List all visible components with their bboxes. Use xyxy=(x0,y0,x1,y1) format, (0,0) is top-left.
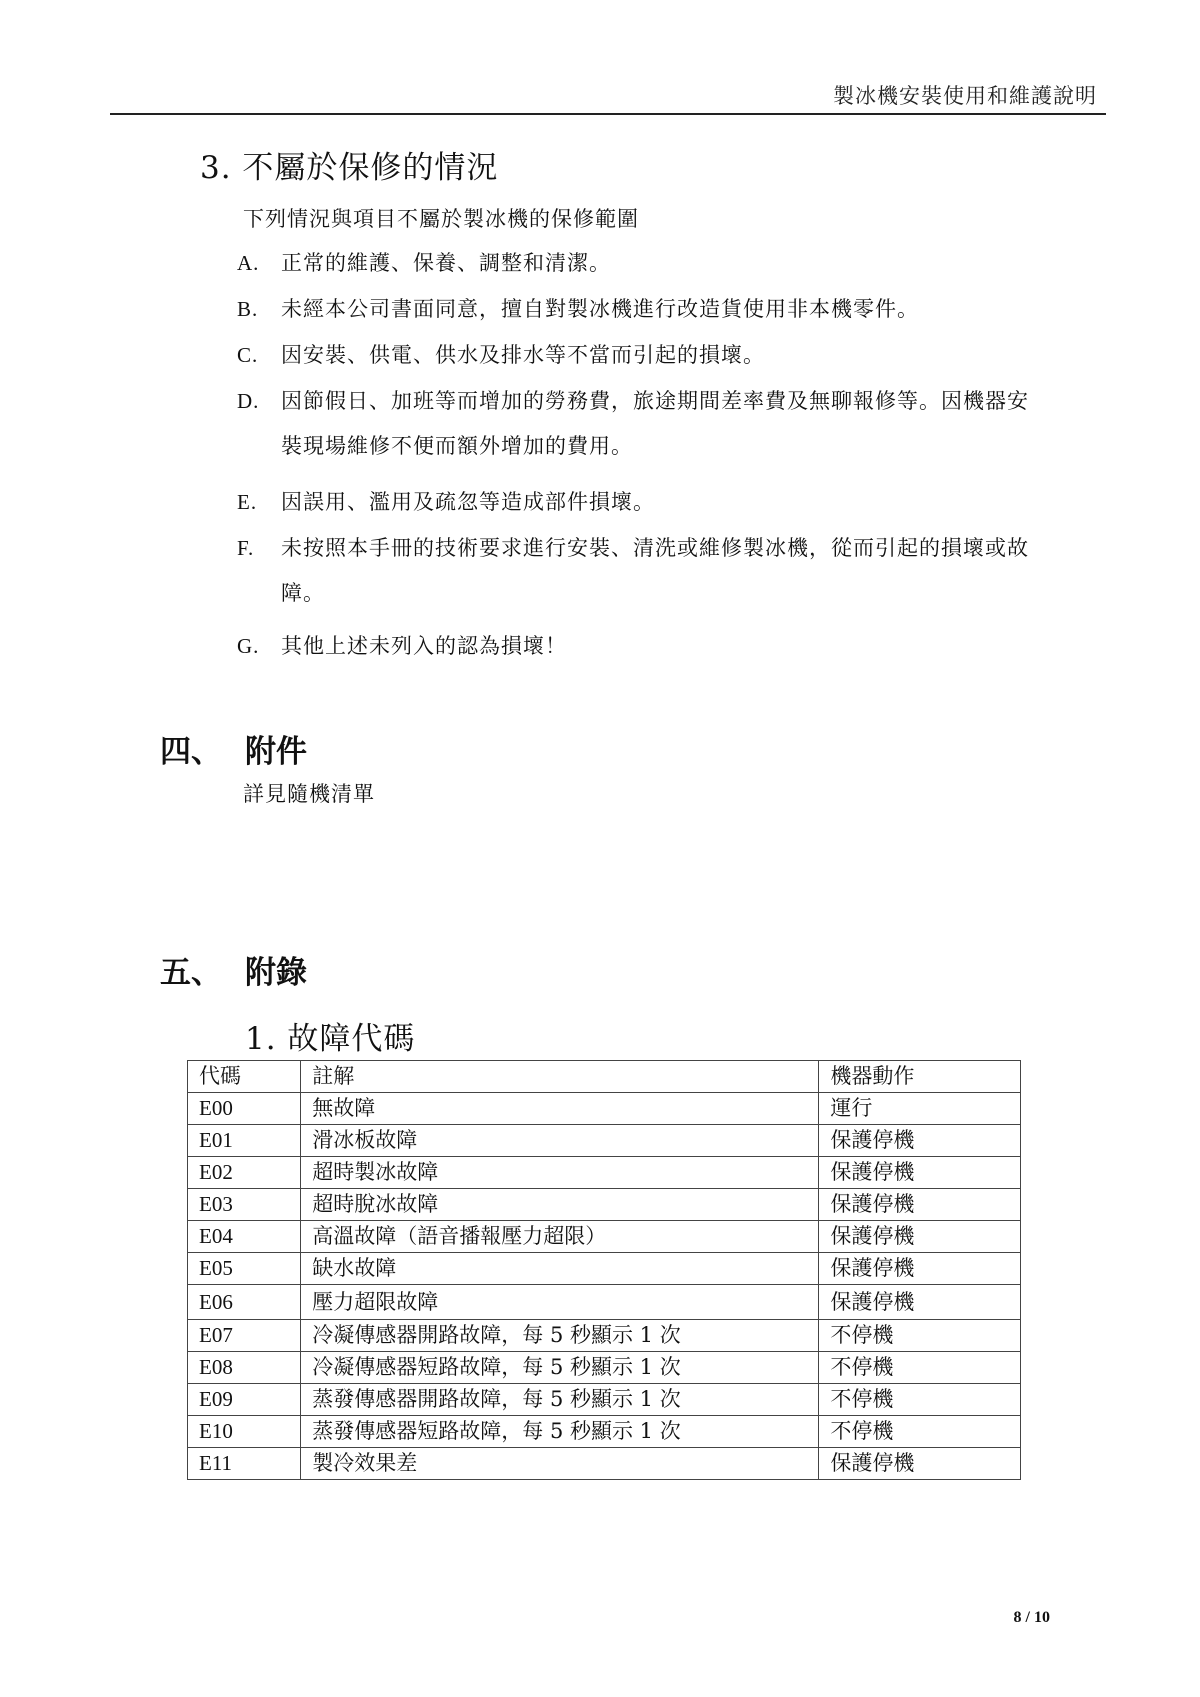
list-item-letter: C. xyxy=(237,343,259,367)
list-item-text: 因安裝、供電、供水及排水等不當而引起的損壞。 xyxy=(281,343,765,367)
column-header: 代碼 xyxy=(188,1061,301,1093)
fault-code-cell: E01 xyxy=(188,1125,301,1157)
machine-action-cell: 不停機 xyxy=(819,1352,1021,1384)
section-4-title: 附件 xyxy=(245,734,307,770)
fault-code-cell: E11 xyxy=(188,1448,301,1480)
fault-codes-heading: 1. 故障代碼 xyxy=(245,1021,416,1057)
list-item-text: 因誤用、濫用及疏忽等造成部件損壞。 xyxy=(281,490,655,514)
table-row xyxy=(188,1125,1021,1157)
column-header: 註解 xyxy=(301,1061,819,1093)
fault-code-table xyxy=(187,1060,1021,1480)
machine-action-cell: 保護停機 xyxy=(819,1125,1021,1157)
list-item-letter: D. xyxy=(237,389,260,413)
section-4-text: 詳見隨機清單 xyxy=(243,782,375,806)
machine-action-cell: 不停機 xyxy=(819,1384,1021,1416)
section-5-heading xyxy=(160,947,307,992)
fault-description-cell: 壓力超限故障 xyxy=(301,1285,819,1320)
table-row xyxy=(188,1221,1021,1253)
list-item-text: 正常的維護、保養、調整和清潔。 xyxy=(281,251,611,275)
list-item-letter: G. xyxy=(237,634,260,658)
table-row xyxy=(188,1285,1021,1320)
list-item xyxy=(237,287,1067,332)
list-item-letter: A. xyxy=(237,251,260,275)
list-item xyxy=(237,241,1067,286)
section-5-number: 五、 xyxy=(160,955,222,991)
table-row xyxy=(188,1416,1021,1448)
fault-code-cell: E06 xyxy=(188,1285,301,1320)
machine-action-cell: 保護停機 xyxy=(819,1285,1021,1320)
table-row xyxy=(188,1352,1021,1384)
header-divider xyxy=(110,113,1106,115)
list-item-letter: E. xyxy=(237,490,258,514)
fault-code-cell: E09 xyxy=(188,1384,301,1416)
list-item xyxy=(237,526,1049,616)
column-header: 機器動作 xyxy=(819,1061,1021,1093)
list-item-letter: B. xyxy=(237,297,259,321)
list-item xyxy=(237,480,1067,525)
fault-description-cell: 蒸發傳感器短路故障，每 5 秒顯示 1 次 xyxy=(301,1416,819,1448)
table-row xyxy=(188,1448,1021,1480)
fault-code-cell: E05 xyxy=(188,1253,301,1285)
table-row xyxy=(188,1157,1021,1189)
fault-code-cell: E03 xyxy=(188,1189,301,1221)
fault-description-cell: 滑冰板故障 xyxy=(301,1125,819,1157)
fault-description-cell: 超時脫冰故障 xyxy=(301,1189,819,1221)
machine-action-cell: 保護停機 xyxy=(819,1189,1021,1221)
fault-code-cell: E02 xyxy=(188,1157,301,1189)
section-4-heading xyxy=(160,726,307,771)
machine-action-cell: 運行 xyxy=(819,1093,1021,1125)
fault-code-cell: E04 xyxy=(188,1221,301,1253)
machine-action-cell: 不停機 xyxy=(819,1320,1021,1352)
machine-action-cell: 保護停機 xyxy=(819,1448,1021,1480)
page-header-title: 製冰機安裝使用和維護說明 xyxy=(833,84,1097,108)
fault-description-cell: 冷凝傳感器短路故障，每 5 秒顯示 1 次 xyxy=(301,1352,819,1384)
section-4-number: 四、 xyxy=(160,734,222,770)
section-3-title: 3. 不屬於保修的情況 xyxy=(200,150,499,186)
table-row xyxy=(188,1093,1021,1125)
list-item xyxy=(237,333,1067,378)
fault-description-cell: 高溫故障（語音播報壓力超限） xyxy=(301,1221,819,1253)
list-item-text: 其他上述未列入的認為損壞！ xyxy=(281,634,567,658)
section-3-intro: 下列情況與項目不屬於製冰機的保修範圍 xyxy=(243,207,639,231)
table-row xyxy=(188,1253,1021,1285)
fault-description-cell: 缺水故障 xyxy=(301,1253,819,1285)
list-item-text: 未按照本手冊的技術要求進行安裝、清洗或維修製冰機，從而引起的損壞或故障。 xyxy=(281,536,1029,605)
list-item xyxy=(237,624,1067,669)
table-row xyxy=(188,1320,1021,1352)
table-header-row xyxy=(188,1061,1021,1093)
machine-action-cell: 保護停機 xyxy=(819,1221,1021,1253)
fault-code-cell: E08 xyxy=(188,1352,301,1384)
section-5-title: 附錄 xyxy=(245,955,307,991)
machine-action-cell: 保護停機 xyxy=(819,1157,1021,1189)
page-number: 8 / 10 xyxy=(1013,1609,1050,1626)
table-row xyxy=(188,1189,1021,1221)
table-row xyxy=(188,1384,1021,1416)
fault-description-cell: 冷凝傳感器開路故障，每 5 秒顯示 1 次 xyxy=(301,1320,819,1352)
fault-code-cell: E10 xyxy=(188,1416,301,1448)
list-item-text: 未經本公司書面同意，擅自對製冰機進行改造貨使用非本機零件。 xyxy=(281,297,919,321)
fault-description-cell: 蒸發傳感器開路故障，每 5 秒顯示 1 次 xyxy=(301,1384,819,1416)
fault-description-cell: 無故障 xyxy=(301,1093,819,1125)
fault-description-cell: 製冷效果差 xyxy=(301,1448,819,1480)
machine-action-cell: 保護停機 xyxy=(819,1253,1021,1285)
fault-code-cell: E07 xyxy=(188,1320,301,1352)
list-item-letter: F. xyxy=(237,536,255,560)
machine-action-cell: 不停機 xyxy=(819,1416,1021,1448)
list-item xyxy=(237,379,1049,469)
list-item-text: 因節假日、加班等而增加的勞務費，旅途期間差率費及無聊報修等。因機器安裝現場維修不便而額外增加的費用。 xyxy=(281,389,1029,458)
fault-code-cell: E00 xyxy=(188,1093,301,1125)
fault-description-cell: 超時製冰故障 xyxy=(301,1157,819,1189)
